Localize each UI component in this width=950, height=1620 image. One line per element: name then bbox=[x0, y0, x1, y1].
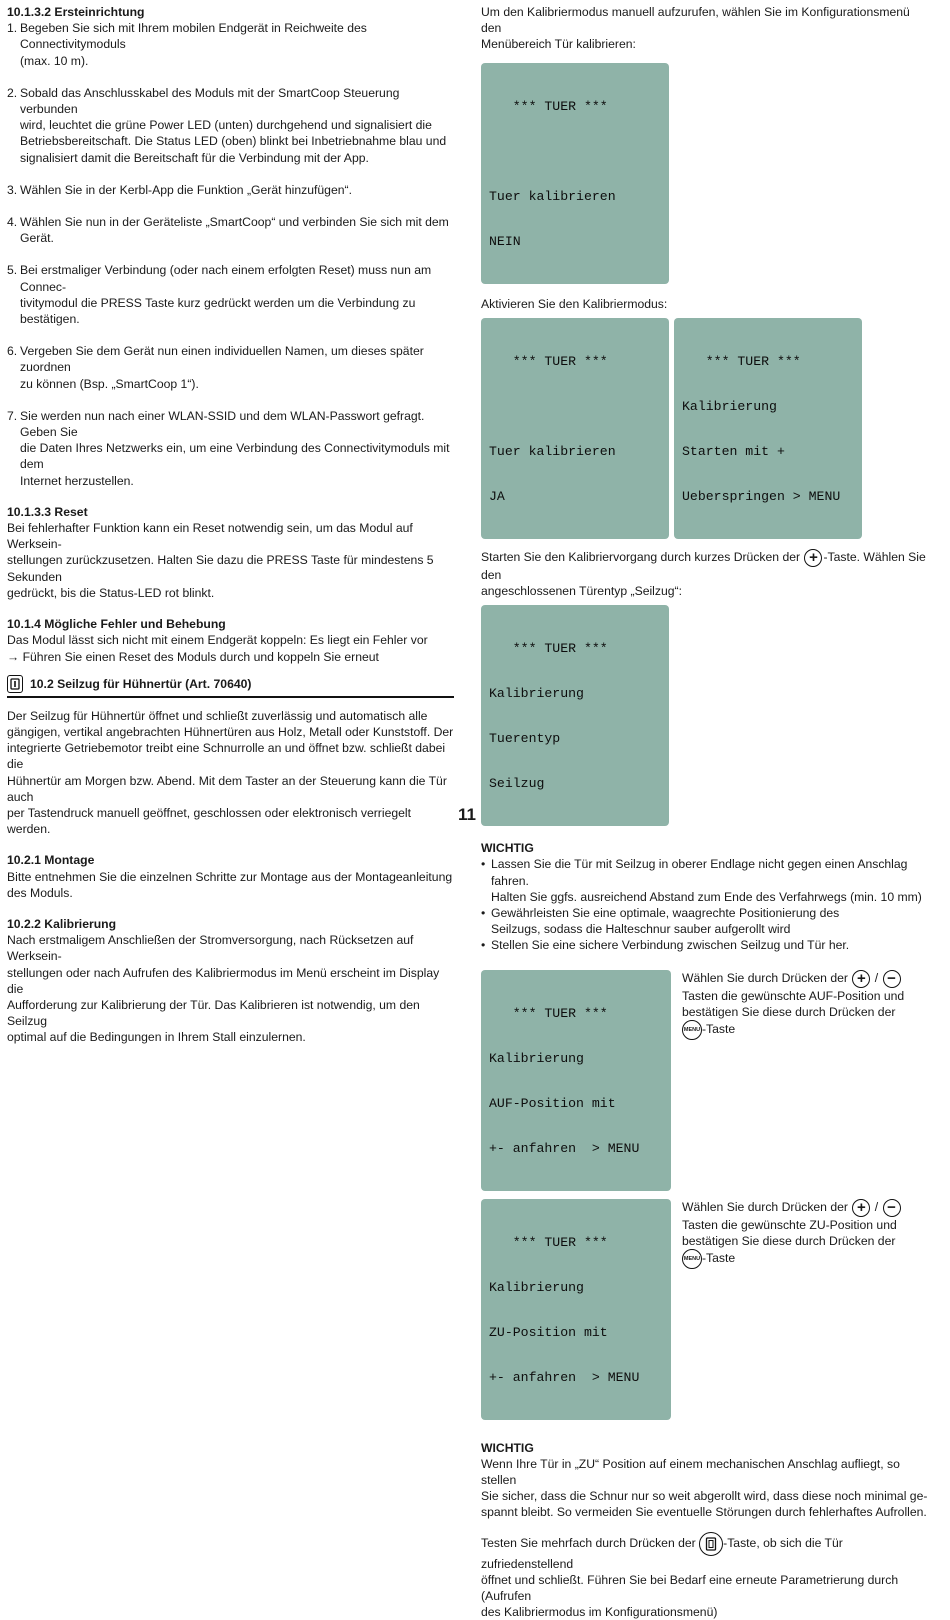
step-line bbox=[7, 343, 454, 375]
step-line bbox=[7, 133, 454, 149]
step-item bbox=[7, 214, 454, 246]
reset-line: gedrückt, bis die Status-LED rot blinkt. bbox=[7, 585, 215, 600]
zu-line-3: bestätigen Sie diese durch Drücken der bbox=[682, 1233, 896, 1248]
zu-instructions bbox=[682, 1199, 902, 1420]
bullet-line bbox=[481, 889, 929, 905]
test-section bbox=[481, 1532, 929, 1620]
lcd-line: Tuer kalibrieren bbox=[489, 188, 616, 204]
section-seilzug bbox=[7, 708, 454, 838]
taste-text: -Taste bbox=[702, 1251, 736, 1266]
step-text: Internet herzustellen. bbox=[20, 473, 134, 488]
step-line bbox=[7, 214, 454, 246]
step-text: Wählen Sie nun in der Geräteliste „SmartCoop“ und verbinden Sie sich mit dem Gerät. bbox=[20, 215, 449, 246]
lcd-line: Kalibrierung bbox=[489, 1279, 584, 1295]
step-text: Sie werden nun nach einer WLAN-SSID und dem WLAN-Passwort gefragt. Geben Sie bbox=[20, 408, 425, 440]
intro-line: Um den Kalibriermodus manuell aufzurufen, wählen Sie im Konfigurationsmenü den bbox=[481, 5, 910, 36]
zu-line-4 bbox=[682, 1249, 902, 1269]
lcd-line: JA bbox=[489, 488, 505, 504]
lcd-line bbox=[489, 399, 661, 414]
step-line bbox=[7, 117, 454, 133]
bullet-dot: • bbox=[481, 857, 486, 872]
step-text: tivitymodul die PRESS Taste kurz gedrückt werden um die Verbindung zu bestätigen. bbox=[20, 295, 416, 327]
test-text-pre: Testen Sie mehrfach durch Drücken der bbox=[481, 1535, 696, 1550]
bullet-text: Stellen Sie eine sichere Verbindung zwischen Seilzug und Tür her. bbox=[491, 938, 850, 953]
wichtig-bullets bbox=[481, 856, 929, 953]
step-line bbox=[7, 408, 454, 440]
step-item bbox=[7, 182, 454, 198]
step-item bbox=[7, 343, 454, 392]
step-number: 2. bbox=[7, 85, 18, 100]
heading-ersteinrichtung: 10.1.3.2 Ersteinrichtung bbox=[7, 5, 145, 19]
kalibrierung-line: Nach erstmaligem Anschließen der Stromversorgung, nach Rücksetzen auf Werksein- bbox=[7, 933, 414, 964]
wichtig-heading: WICHTIG bbox=[481, 841, 534, 856]
info-icon bbox=[7, 675, 23, 693]
lcd-display-nein bbox=[481, 63, 669, 284]
heading-kalibrierung: 10.2.2 Kalibrierung bbox=[7, 916, 117, 931]
step-number: 3. bbox=[7, 182, 18, 197]
auf-position-block bbox=[481, 970, 929, 1191]
step-number: 4. bbox=[7, 215, 18, 230]
start-line bbox=[481, 549, 929, 583]
step-line bbox=[7, 376, 454, 392]
bullet-text: Seilzugs, sodass die Halteschnur sauber aufgerollt wird bbox=[491, 922, 791, 937]
test-line-1 bbox=[481, 1532, 929, 1572]
zu-position-block bbox=[481, 1199, 929, 1420]
step-text: Vergeben Sie dem Gerät nun einen individuellen Namen, um dieses später zuordnen bbox=[20, 344, 424, 375]
lcd-line: Ueberspringen > MENU bbox=[682, 488, 841, 504]
section-seilzug-header bbox=[7, 675, 454, 698]
test-text-post: -Taste, ob sich die Tür zufriedenstellend bbox=[481, 1535, 843, 1571]
step-line bbox=[7, 473, 454, 489]
lcd-display-zu bbox=[481, 1199, 671, 1420]
bullet-line bbox=[481, 921, 929, 937]
minus-icon: − bbox=[883, 1199, 901, 1217]
wichtig-section-1 bbox=[481, 840, 929, 953]
bullet-text: Gewährleisten Sie eine optimale, waagrechte Positionierung des bbox=[491, 906, 840, 921]
bullet-text: Lassen Sie die Tür mit Seilzug in oberer Endlage nicht gegen einen Anschlag fahren. bbox=[491, 857, 908, 888]
page-number: 11 bbox=[458, 805, 476, 824]
zu-line-1 bbox=[682, 1199, 902, 1217]
left-column bbox=[7, 4, 454, 1046]
step-number bbox=[7, 150, 20, 166]
step-number bbox=[7, 440, 20, 472]
heading-fehler: 10.1.4 Mögliche Fehler und Behebung bbox=[7, 617, 226, 632]
seilzug-line: gängigen, vertikal angebrachten Hühnertüren aus Holz, Metall oder Kunststoff. Der bbox=[7, 724, 454, 739]
lcd-line bbox=[489, 144, 661, 159]
start-text-pre: Starten Sie den Kalibriervorgang durch kurzes Drücken der bbox=[481, 550, 801, 565]
auf-line-3: bestätigen Sie diese durch Drücken der bbox=[682, 1004, 896, 1019]
zu-text: Wählen Sie durch Drücken der bbox=[682, 1199, 848, 1214]
step-number: 1. bbox=[7, 21, 18, 36]
step-number: 6. bbox=[7, 344, 18, 359]
step-line bbox=[7, 150, 454, 166]
step-text: Wählen Sie in der Kerbl-App die Funktion „Gerät hinzufügen“. bbox=[20, 182, 352, 197]
lcd-line: Seilzug bbox=[489, 776, 545, 792]
fehler-line: Das Modul lässt sich nicht mit einem Endgerät koppeln: Es liegt ein Fehler vor bbox=[7, 633, 428, 648]
section-kalibrierung bbox=[7, 916, 454, 1046]
lcd-line: ZU-Position mit bbox=[489, 1324, 608, 1340]
step-number bbox=[7, 53, 20, 69]
bullet-text: Halten Sie ggfs. ausreichend Abstand zum Ende des Verfahrwegs (min. 10 mm) bbox=[491, 889, 922, 904]
bullet-dot: • bbox=[481, 938, 486, 953]
step-text: zu können (Bsp. „SmartCoop 1“). bbox=[20, 376, 199, 391]
bullet-dot: • bbox=[481, 906, 486, 921]
step-line bbox=[7, 85, 454, 117]
kalibrierung-line: Aufforderung zur Kalibrierung der Tür. Das Kalibrieren ist notwendig, um den Seilzug bbox=[7, 997, 420, 1029]
lcd-row-activate bbox=[481, 318, 929, 539]
door-icon bbox=[699, 1532, 723, 1556]
step-text: wird, leuchtet die grüne Power LED (unten) durchgehend und signalisiert die bbox=[20, 118, 432, 133]
step-text: Betriebsbereitschaft. Die Status LED (oben) blinkt bei Inbetriebnahme blau und bbox=[20, 134, 447, 149]
step-number bbox=[7, 295, 20, 327]
reset-line: Bei fehlerhafter Funktion kann ein Reset notwendig sein, um das Modul auf Werksein- bbox=[7, 521, 413, 552]
bullet-dot bbox=[481, 921, 491, 937]
lcd-line: Kalibrierung bbox=[489, 686, 584, 702]
section-fehler bbox=[7, 616, 454, 665]
auf-line-2: Tasten die gewünschte AUF-Position und bbox=[682, 988, 905, 1003]
reset-line: stellungen zurückzusetzen. Halten Sie dazu die PRESS Taste für mindestens 5 Sekunden bbox=[7, 553, 434, 584]
wichtig-line: Sie sicher, dass die Schnur nur so weit abgerollt wird, dass diese noch minimal ge- bbox=[481, 1489, 928, 1504]
start-text-post: -Taste. Wählen Sie den bbox=[481, 550, 926, 582]
start-line-2: angeschlossenen Türentyp „Seilzug“: bbox=[481, 584, 682, 599]
menu-icon: MENU bbox=[682, 1020, 702, 1040]
activate-text: Aktivieren Sie den Kalibriermodus: bbox=[481, 296, 668, 311]
bullet-line bbox=[481, 905, 929, 921]
step-line bbox=[7, 295, 454, 327]
lcd-line: +- anfahren > MENU bbox=[489, 1369, 640, 1385]
heading-seilzug: 10.2 Seilzug für Hühnertür (Art. 70640) bbox=[30, 676, 252, 691]
fehler-line: → Führen Sie einen Reset des Moduls durch und koppeln Sie erneut bbox=[7, 649, 379, 664]
step-number bbox=[7, 117, 20, 133]
step-line bbox=[7, 20, 454, 52]
auf-text: Wählen Sie durch Drücken der bbox=[682, 970, 848, 985]
wichtig-heading: WICHTIG bbox=[481, 1440, 534, 1455]
step-text: Bei erstmaliger Verbindung (oder nach einem erfolgten Reset) muss nun am Connec- bbox=[20, 263, 432, 294]
test-line-3: des Kalibriermodus im Konfigurationsmenü) bbox=[481, 1605, 718, 1620]
step-item bbox=[7, 85, 454, 166]
step-number: 7. bbox=[7, 408, 18, 423]
step-number: 5. bbox=[7, 263, 18, 278]
lcd-display-tuerentyp bbox=[481, 605, 669, 826]
section-reset bbox=[7, 504, 454, 601]
lcd-display-starten bbox=[674, 318, 862, 539]
right-column bbox=[481, 4, 929, 1620]
lcd-line: *** TUER *** bbox=[489, 353, 608, 369]
lcd-display-ja bbox=[481, 318, 669, 539]
test-line-2: öffnet und schließt. Führen Sie bei Bedarf eine erneute Parametrierung durch (Aufrufen bbox=[481, 1572, 899, 1604]
seilzug-line: per Tastendruck manuell geöffnet, geschlossen oder elektronisch verriegelt werden. bbox=[7, 805, 412, 837]
lcd-line: *** TUER *** bbox=[682, 353, 801, 369]
kalibrierung-line: stellungen oder nach Aufrufen des Kalibriermodus im Menü erscheint im Display die bbox=[7, 965, 440, 996]
lcd-line: Tuerentyp bbox=[489, 731, 561, 747]
step-line bbox=[7, 53, 454, 69]
plus-icon: + bbox=[852, 970, 870, 988]
auf-instructions bbox=[682, 970, 904, 1191]
lcd-line: Tuer kalibrieren bbox=[489, 443, 616, 459]
wichtig-line: spannt bleibt. So vermeiden Sie eventuelle Störungen durch fehlerhaftes Aufrollen. bbox=[481, 1505, 927, 1520]
montage-line: Bitte entnehmen Sie die einzelnen Schritte zur Montage aus der Montageanleitung bbox=[7, 869, 453, 884]
slash-text: / bbox=[874, 970, 879, 985]
lcd-line: *** TUER *** bbox=[489, 641, 608, 657]
step-number bbox=[7, 376, 20, 392]
minus-icon: − bbox=[883, 970, 901, 988]
plus-icon: + bbox=[804, 549, 822, 567]
step-line bbox=[7, 182, 454, 198]
step-line bbox=[7, 440, 454, 472]
section-ersteinrichtung bbox=[7, 4, 454, 489]
lcd-line: NEIN bbox=[489, 233, 521, 249]
plus-icon: + bbox=[852, 1199, 870, 1217]
auf-line-1 bbox=[682, 970, 904, 988]
lcd-display-auf bbox=[481, 970, 671, 1191]
zu-line-2: Tasten die gewünschte ZU-Position und bbox=[682, 1217, 897, 1232]
lcd-line: *** TUER *** bbox=[489, 1234, 608, 1250]
section-montage bbox=[7, 852, 454, 901]
step-text: Sobald das Anschlusskabel des Moduls mit der SmartCoop Steuerung verbunden bbox=[20, 85, 400, 117]
menu-icon: MENU bbox=[682, 1249, 702, 1269]
step-item bbox=[7, 262, 454, 327]
heading-reset: 10.1.3.3 Reset bbox=[7, 504, 88, 519]
step-number bbox=[7, 473, 20, 489]
intro-line: Menübereich Tür kalibrieren: bbox=[481, 37, 636, 52]
auf-line-4 bbox=[682, 1020, 904, 1040]
step-number bbox=[7, 133, 20, 149]
step-item bbox=[7, 20, 454, 69]
lcd-line: Starten mit + bbox=[682, 443, 785, 459]
seilzug-line: Der Seilzug für Hühnertür öffnet und schließt zuverlässig und automatisch alle bbox=[7, 708, 428, 723]
wichtig-line: Wenn Ihre Tür in „ZU“ Position auf einem mechanischen Anschlag aufliegt, so stellen bbox=[481, 1456, 900, 1488]
taste-text: -Taste bbox=[702, 1022, 736, 1037]
step-text: die Daten Ihres Netzwerks ein, um eine Verbindung des Connectivitymoduls mit dem bbox=[20, 441, 450, 472]
step-text: signalisiert damit die Bereitschaft für die Verbindung mit der App. bbox=[20, 150, 369, 165]
lcd-line: *** TUER *** bbox=[489, 98, 608, 114]
step-item bbox=[7, 408, 454, 489]
step-text: (max. 10 m). bbox=[20, 53, 89, 68]
montage-line: des Moduls. bbox=[7, 885, 73, 900]
lcd-line: Kalibrierung bbox=[682, 398, 777, 414]
wichtig-section-2 bbox=[481, 1440, 929, 1521]
lcd-line: AUF-Position mit bbox=[489, 1095, 616, 1111]
lcd-line: +- anfahren > MENU bbox=[489, 1140, 640, 1156]
step-text: Begeben Sie sich mit Ihrem mobilen Endgerät in Reichweite des Connectivitymoduls bbox=[20, 21, 367, 52]
lcd-line: *** TUER *** bbox=[489, 1005, 608, 1021]
step-line bbox=[7, 262, 454, 294]
seilzug-line: integrierte Getriebemotor treibt eine Schnurrolle an und öffnet bzw. schließt dabei die bbox=[7, 741, 446, 772]
ersteinrichtung-steps bbox=[7, 20, 454, 489]
slash-text: / bbox=[874, 1199, 879, 1214]
bullet-line bbox=[481, 937, 929, 953]
lcd-line: Kalibrierung bbox=[489, 1050, 584, 1066]
heading-montage: 10.2.1 Montage bbox=[7, 853, 95, 868]
kalibrierung-line: optimal auf die Bedingungen in Ihrem Stall einzulernen. bbox=[7, 1030, 306, 1045]
bullet-dot bbox=[481, 889, 491, 905]
bullet-line bbox=[481, 856, 929, 888]
seilzug-line: Hühnertür am Morgen bzw. Abend. Mit dem Taster an der Steuerung kann die Tür auch bbox=[7, 773, 447, 804]
